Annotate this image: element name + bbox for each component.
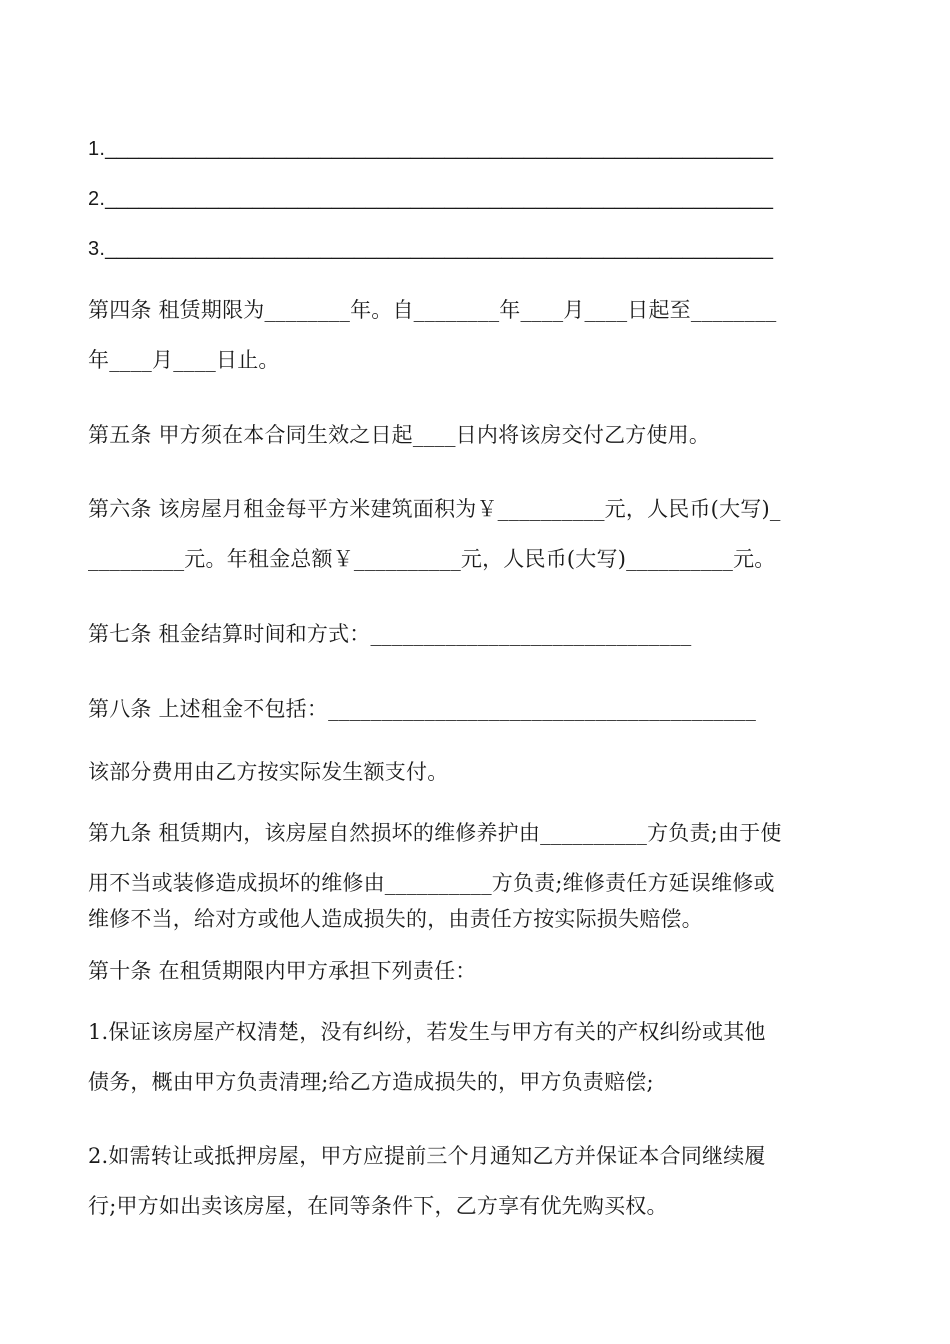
article-4-line-2: 年____月____日止。 — [88, 348, 280, 372]
article-9-line-1: 第九条 租赁期内，该房屋自然损坏的维修养护由__________方负责;由于使 — [88, 821, 782, 845]
blank-item-3: 3.___________________________________________________________ — [88, 238, 774, 260]
article-6-line-1: 第六条 该房屋月租金每平方米建筑面积为￥__________元，人民币(大写)_ — [88, 497, 781, 521]
article-10-item-2-line-1: 2.如需转让或抵押房屋，甲方应提前三个月通知乙方并保证本合同继续履 — [88, 1144, 766, 1168]
article-10-item-1-line-2: 债务，概由甲方负责清理;给乙方造成损失的，甲方负责赔偿; — [88, 1070, 654, 1094]
article-4-line-1: 第四条 租赁期限为________年。自________年____月____日起至________ — [88, 298, 777, 322]
article-5: 第五条 甲方须在本合同生效之日起____日内将该房交付乙方使用。 — [88, 423, 711, 447]
article-9-line-3: 维修不当，给对方或他人造成损失的，由责任方按实际损失赔偿。 — [88, 907, 703, 931]
article-6-line-2: _________元。年租金总额￥__________元，人民币(大写)__________元。 — [88, 547, 776, 571]
blank-item-1: 1.___________________________________________________________ — [88, 138, 774, 160]
article-8: 第八条 上述租金不包括：________________________________________ — [88, 697, 757, 721]
article-7: 第七条 租金结算时间和方式：______________________________ — [88, 622, 692, 646]
article-9-line-2: 用不当或装修造成损坏的维修由__________方负责;维修责任方延误维修或 — [88, 871, 775, 895]
article-10-item-1-line-1: 1.保证该房屋产权清楚，没有纠纷，若发生与甲方有关的产权纠纷或其他 — [88, 1020, 766, 1044]
article-10-item-2-line-2: 行;甲方如出卖该房屋，在同等条件下，乙方享有优先购买权。 — [88, 1194, 668, 1218]
article-8-note: 该部分费用由乙方按实际发生额支付。 — [88, 760, 449, 784]
article-10-heading: 第十条 在租赁期限内甲方承担下列责任： — [88, 959, 477, 983]
blank-item-2: 2.___________________________________________________________ — [88, 188, 774, 210]
